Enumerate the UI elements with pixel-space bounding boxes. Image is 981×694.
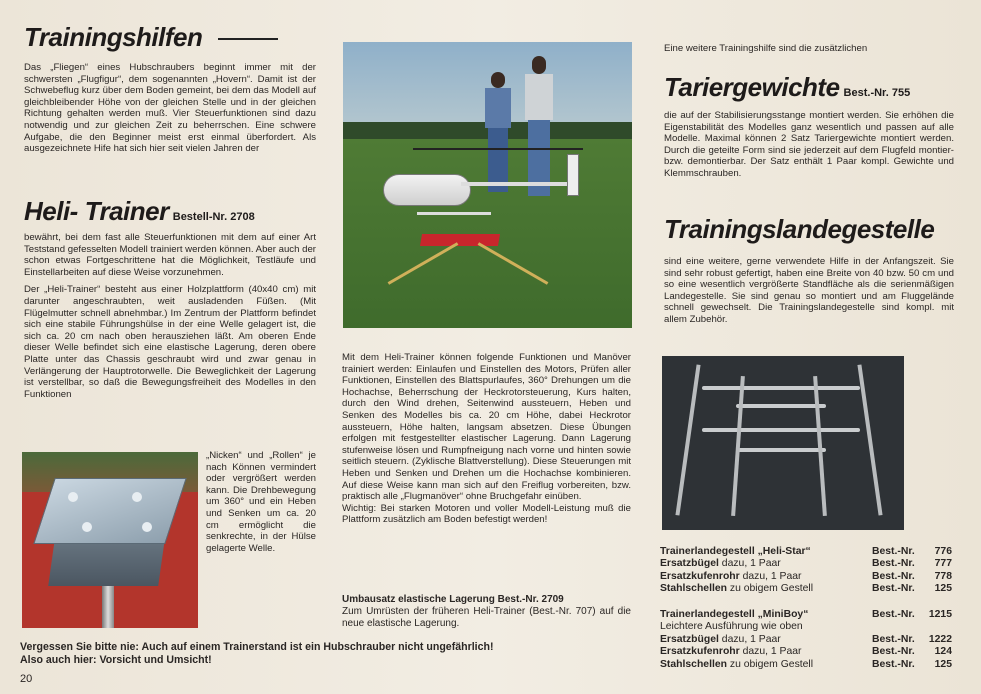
part-row: Ersatzbügel dazu, 1 Paar Best.-Nr. 1222 <box>660 633 952 645</box>
parts-list-heli-star <box>660 546 952 596</box>
trainer-platform <box>420 234 500 246</box>
part-row: Ersatzbügel dazu, 1 Paar Best.-Nr. 777 <box>660 558 952 570</box>
parts-list-miniboy <box>660 609 952 671</box>
warning-note <box>20 641 494 667</box>
rotor-blade <box>413 148 583 150</box>
trainingslandegestelle-text: sind eine weitere, gerne verwendete Hilfe in der Anfangszeit. Sie sind sehr robust gefertigt, haben eine Breite von 40 bzw. 50 cm und so eine wesentlich vergrößerte Standfläche als die serienmäßigen Landegestelle. Sie sind genau so montiert und am Fluggelände schnell gewechselt. Die Trainingslandegestelle sind kompl. mit allem Zubehör. <box>664 256 954 325</box>
trainingslandegestelle-heading: Trainingslandegestelle <box>664 214 935 244</box>
middle-body: Mit dem Heli-Trainer können folgende Funktionen und Manöver trainiert werden: Einlaufen und Einstellen des Motors, Prüfen aller Funktionen, Einstellen des Blattspurlaufes, 360° Drehungen um die Hochachse, Beherrschung der Heckrotorsteuerung, Kurs halten, durch den Wind drehen, Seitenwind aussteuern, Heben und Senken des Modelles bis ca. 20 cm Höhe, dabei Heckrotor aussteuern, Höhe halten, langsam absetzen. Diese Übungen erfolgen mit festgestellter elastischer Lagerung. Dann Lagerung stufenweise lösen und Rumpfneigung nach vorne und hinten sowie seitlich steuern. (Zyklische Blattverstellung). Diese Steuerungen mit Heben und Senken und Drehen um die Hochachse kombinieren. Auf diese Weise kann man sich auf den Freiflug vorbereiten, bzw. praktisch alle „Flugmanöver“ ohne Bruchgefahr einüben. <box>342 352 631 503</box>
landing-gear-photo <box>662 356 904 530</box>
person-right <box>525 56 553 196</box>
title-trainingshilfen: Trainingshilfen <box>24 22 278 52</box>
part-row: Stahlschellen zu obigem Gestell Best.-Nr. 125 <box>660 658 952 670</box>
heli-trainer-paragraph-3: „Nicken“ und „Rollen“ je nach Können vermindert oder vergrößert werden kann. Die Drehbewegung um 360° und ein Heben und Senken um ca. 20 cm ermöglicht die senkrechte, in der Hülse gelagerte Welle. <box>206 450 316 554</box>
part-row: Trainerlandegestell „Heli-Star“ Best.-Nr. 776 <box>660 546 952 557</box>
tarier-intro: Eine weitere Trainingshilfe sind die zusätzlichen <box>664 43 868 54</box>
middle-text <box>342 352 631 532</box>
part-row: Trainerlandegestell „MiniBoy“ Best.-Nr. 1215 <box>660 609 952 620</box>
umbausatz-text: Zum Umrüsten der früheren Heli-Trainer (Best.-Nr. 707) auf die neue elastische Lagerung. <box>342 606 631 629</box>
person-left <box>485 72 511 192</box>
heli-trainer-text <box>24 232 316 406</box>
helicopter-body <box>383 174 471 206</box>
part-row: Leichtere Ausführung wie oben <box>660 621 803 633</box>
intro-paragraph: Das „Fliegen“ eines Hubschraubers beginnt immer mit der schwersten „Flugfigur“, dem sogenannten „Hovern“. Damit ist der Schwebeflug kurz über dem Boden gemeint, bei dem das Modell auf gleichbleibender Höhe von der gleichen Stelle und in der gleichen Richtung gehalten werden muß. Vier Steuerfunktionen sind dazu notwendig und zur gleichen Zeit zu beherrschen. Eine schwere Aufgabe, die den Beginner meist erst einmal überfordert. Als ausgezeichnete Hife hat sich hier seit vielen Jahren der <box>24 62 316 155</box>
warning-line-1: Vergessen Sie bitte nie: Auch auf einem Trainerstand ist ein Hubschrauber nicht ungefährlich! <box>20 641 494 653</box>
page-number: 20 <box>20 673 33 685</box>
part-row: Ersatzkufenrohr dazu, 1 Paar Best.-Nr. 124 <box>660 646 952 658</box>
part-row: Stahlschellen zu obigem Gestell Best.-Nr. 125 <box>660 583 952 595</box>
tariergewichte-heading: Tariergewichte Best.-Nr. 755 <box>664 72 911 102</box>
heli-trainer-order-number: Bestell-Nr. 2708 <box>172 211 255 223</box>
part-row: Ersatzkufenrohr dazu, 1 Paar Best.-Nr. 778 <box>660 570 952 582</box>
tariergewichte-text: die auf der Stabilisierungsstange montiert werden. Sie erhöhen die Eigenstabilität des Modelles ganz wesentlich und passen auf alle Modelle. Maximal können 2 Satz Tariergewichte montiert werden. Durch die geteilte Form sind sie jederzeit auf dem Flugfeld montier- bzw. demontierbar. Der Satz enthält 1 Paar kompl. Gewichte und Klemmschrauben. <box>664 110 954 179</box>
heli-trainer-paragraph-2: Der „Heli-Trainer“ besteht aus einer Holzplattform (40x40 cm) mit darunter angeschraubten, weit ausladenden Füßen. (Mit Flügelmutter schnell abnehmbar.) Im Zentrum der Plattform befindet sich eine stabile Führungshülse in der eine Welle gelagert ist, die sich ca. 20 cm nach oben herausziehen läßt. Am oberen Ende dieser Welle befindet sich eine elastische Lagerung, deren obere Platte unter das Chassis geschraubt wird und zwar genau in Verlängerung der Hauptrotorwelle. Die Beweglichkeit der Lagerung ist verstellbar, so daß die Bewegungsfreiheit des Modelles in den Funktionen <box>24 284 316 400</box>
heli-trainer-photo <box>343 42 632 328</box>
warning-line-2: Also auch hier: Vorsicht und Umsicht! <box>20 654 212 666</box>
heli-trainer-paragraph-1: bewährt, bei dem fast alle Steuerfunktionen mit dem auf einer Art Teststand gefesselten Modell trainiert werden können. Aber auch der schon etwas Fortgeschrittene hat die Möglichkeit, Testläufe und Einstellarbeiten auf diese Weise vorzunehmen. <box>24 232 316 278</box>
middle-note: Wichtig: Bei starken Motoren und voller Modell-Leistung muß die Plattform zusätzlich am Boden befestigt werden! <box>342 502 631 526</box>
tariergewichte-order-number: Best.-Nr. 755 <box>843 87 911 99</box>
umbausatz-block <box>342 594 631 630</box>
heli-trainer-heading: Heli- Trainer Bestell-Nr. 2708 <box>24 196 255 226</box>
umbausatz-title: Umbausatz elastische Lagerung Best.-Nr. 2709 <box>342 594 564 605</box>
bearing-photo <box>22 452 198 628</box>
